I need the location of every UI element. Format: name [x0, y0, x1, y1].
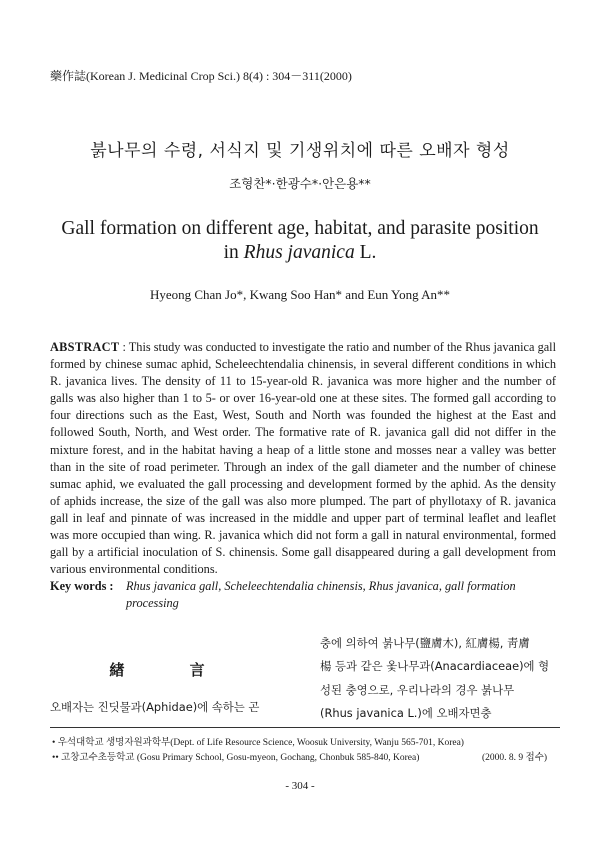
intro-right-line: 충에 의하여 붉나무(鹽膚木), 紅膚楊, 靑膚 [320, 636, 530, 650]
received-date: (2000. 8. 9 접수) [482, 753, 548, 763]
keywords [50, 578, 560, 612]
title-suffix: L. [354, 242, 377, 263]
abstract-paragraph [50, 339, 556, 578]
abstract-text: This study was conducted to investigate the ratio and number of the Rhus javanica gall formed by chinese sumac aphid, Scheleechtendalia chinensis, in several different conditions in which R. javanica lives. The density of 11 to 15-year-old R. javanica was more higher and the number of galls was also higher than 1 to 5- or over 16-year-old one at these sites. The formed gall according to four directions such as the East, West, South and North was founded the highest at the East and followed South, North, and West order. The formative rate of R. javanica gall did not differ in the mixture forest, and in the habitat having a heap of a little stone and mosses near a valley was better than in the site of road perimeter. Through an index of the gall diameter and the number of chinese sumac aphid, we evaluated the gall processing and development formed by the aphid. As the density of aphids increase, the size of the gall was also more plumped. The part of phyllotaxy of R. javanica gall in leaf and pinnate of was increased in the middle and upper part of terminal leaflet and leaflet was more occupied than wing. R. javanica which did not form a gall in natural environmental, formed gall by a artificial inoculation of S. chinensis. Some gall disappeared during a gall development from various environmental conditions. [50, 340, 557, 577]
english-title-line2 [0, 241, 600, 265]
keywords-text: Rhus javanica gall, Scheleechtendalia chinensis, Rhus javanica, gall formation processing [126, 579, 516, 610]
intro-left-column: 오배자는 진딧물과(Aphidae)에 속하는 곤 [50, 700, 260, 714]
korean-authors: 조형찬*·한광수*·안은용** [229, 176, 371, 191]
journal-citation: 藥作誌(Korean J. Medicinal Crop Sci.) 8(4) : 304－311(2000) [50, 69, 352, 83]
title-prefix: in [223, 242, 244, 263]
page-number: - 304 - [285, 780, 315, 792]
english-authors: Hyeong Chan Jo*, Kwang Soo Han* and Eun Yong An** [149, 287, 451, 302]
footnote-affiliation-2: •• 고창고수초등학교 (Gosu Primary School, Gosu-myeon, Gochang, Chonbuk 585-840, Korea) [52, 753, 420, 763]
intro-right-line: (Rhus javanica L.)에 오배자면충 [320, 705, 492, 720]
intro-right-line: 楊 등과 같은 옻나무과(Anacardiaceae)에 형 [320, 659, 550, 674]
intro-right-line: 성된 충영으로, 우리나라의 경우 붉나무 [320, 682, 515, 697]
intro-right-column [320, 632, 560, 725]
keywords-label: Key words : [50, 579, 114, 593]
footnote-affiliation-1: • 우석대학교 생명자원과학부(Dept. of Life Resource Science, Woosuk University, Wanju 565-701, Korea) [52, 738, 464, 748]
abstract-separator: : [119, 340, 129, 354]
english-title-line1: Gall formation on different age, habitat, and parasite position [61, 218, 539, 239]
abstract-label: ABSTRACT [50, 340, 120, 354]
korean-title: 붉나무의 수령, 서식지 및 기생위치에 따른 오배자 형성 [90, 141, 510, 161]
footnote-divider [50, 727, 560, 728]
english-title [0, 217, 600, 265]
intro-heading: 緖 言 [109, 661, 235, 679]
species-name: Rhus javanica [243, 242, 355, 263]
